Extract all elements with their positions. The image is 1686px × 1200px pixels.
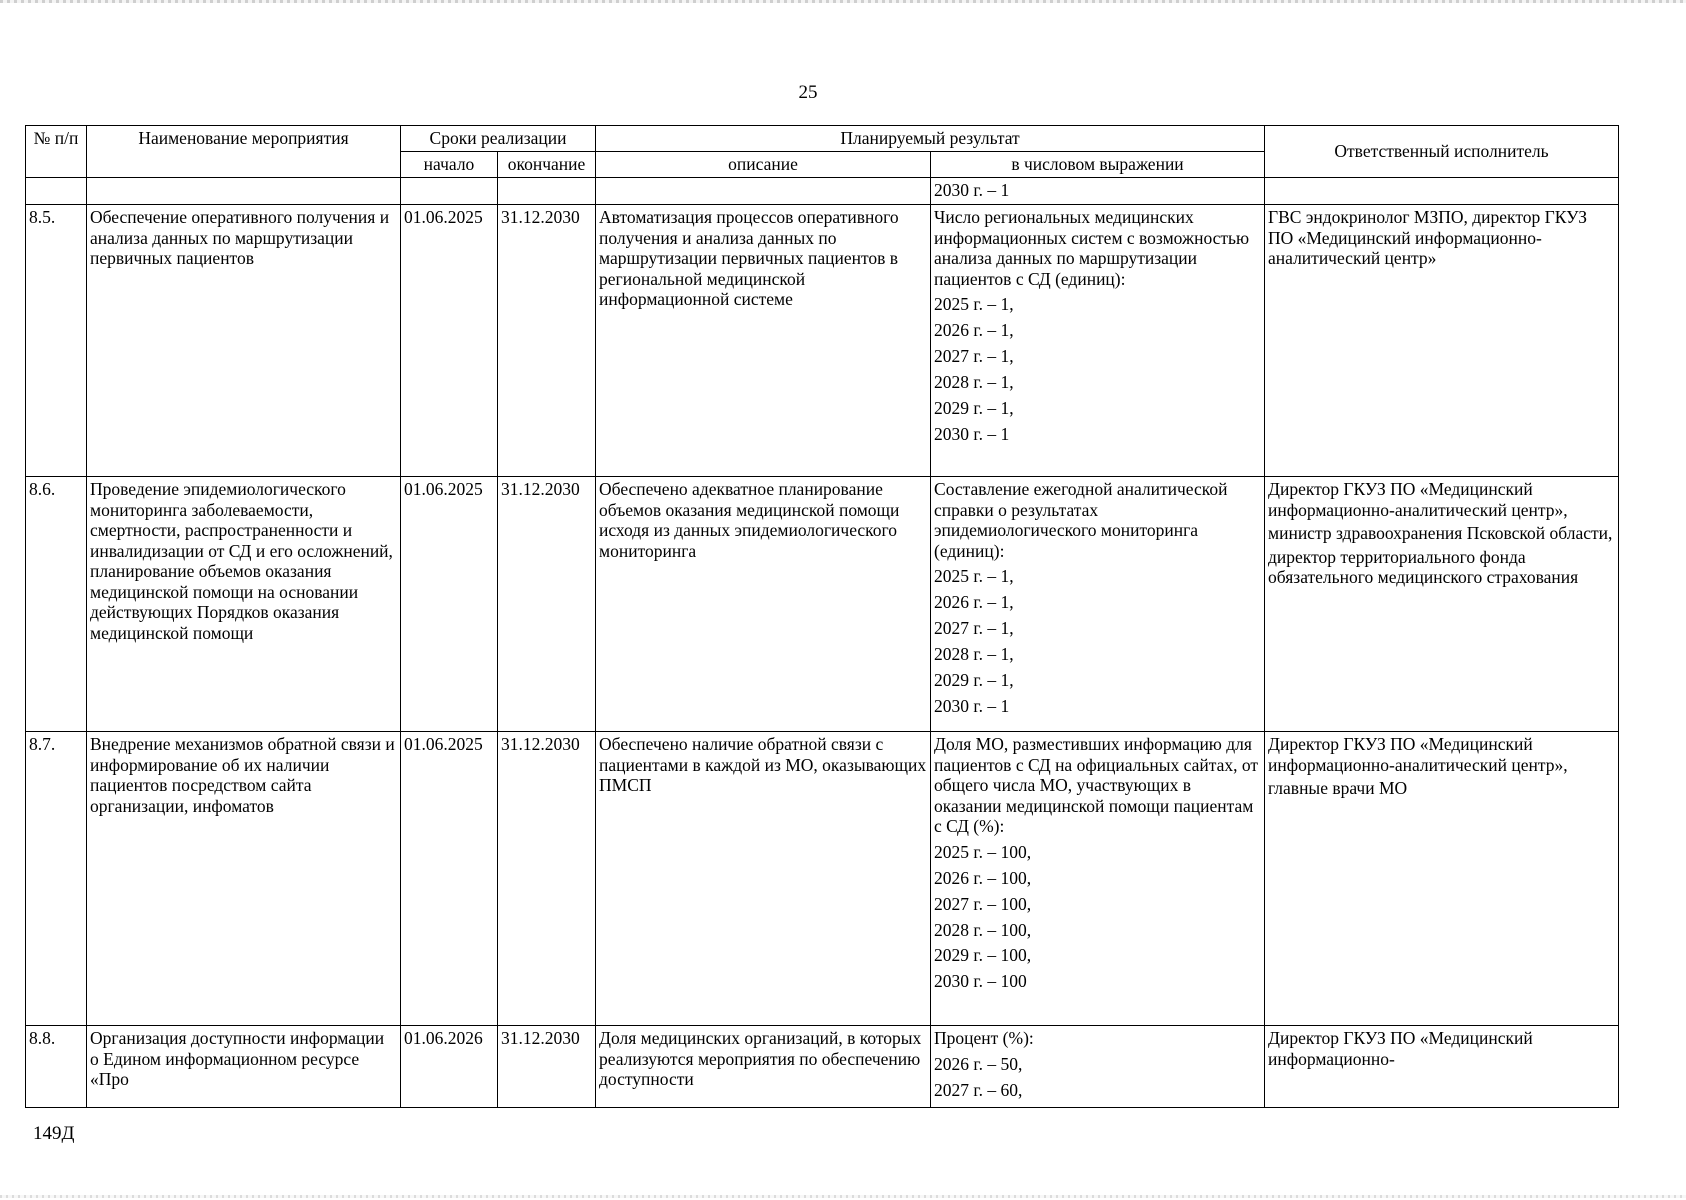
cell-description: Автоматизация процессов оперативного получения и анализа данных по маршрутизации первичных пациентов в региональной медицинской информационной системе [596,205,931,477]
cell-num: 8.5. [26,205,87,477]
year-value: 2027 г. – 1, [934,618,1014,639]
cell-responsible [1265,732,1619,1026]
continuation-row [26,178,1619,205]
table-row [26,1026,1619,1108]
responsible-entry: директор территориального фонда обязательного медицинского страхования [1268,546,1579,587]
responsible-entry: ГВС эндокринолог МЗПО, директор ГКУЗ ПО «Медицинский информационно-аналитический центр» [1268,207,1587,268]
year-value: 2029 г. – 1, [934,397,1014,418]
responsible-entry: Директор ГКУЗ ПО «Медицинский информационно-аналитический центр», [1268,734,1568,775]
responsible-entry: Директор ГКУЗ ПО «Медицинский информационно- [1268,1028,1533,1069]
numeric-text: Составление ежегодной аналитической справки о результатах эпидемиологического мониторинга (единиц): [934,479,1228,561]
numeric-text: Доля МО, разместивших информацию для пациентов с СД на официальных сайтах, от общего числа МО, участвующих в оказании медицинской помощи пациентам с СД (%): [934,734,1259,836]
cell-description: Обеспечено наличие обратной связи с пациентами в каждой из МО, оказывающих ПМСП [596,732,931,1026]
year-value: 2029 г. – 1, [934,669,1014,690]
cell-numeric: 2030 г. – 1 [931,178,1265,205]
table-row [26,477,1619,732]
header-name: Наименование мероприятия [87,126,401,178]
responsible-entry: министр здравоохранения Псковской области, [1268,523,1613,543]
cell-description: Обеспечено адекватное планирование объемов оказания медицинской помощи исходя из данных эпидемиологического мониторинга [596,477,931,732]
cell-numeric [931,732,1265,1026]
year-value: 2030 г. – 1 [934,695,1010,716]
table-row [26,205,1619,477]
year-value: 2025 г. – 1, [934,566,1014,587]
header-period: Сроки реализации [401,126,596,152]
cell-end: 31.12.2030 [498,732,596,1026]
year-value: 2026 г. – 50, [934,1053,1023,1074]
year-value: 2027 г. – 60, [934,1079,1023,1100]
cell-description: Доля медицинских организаций, в которых реализуются мероприятия по обеспечению доступности [596,1026,931,1108]
header-numeric: в числовом выражении [931,152,1265,178]
cell-numeric [931,477,1265,732]
header-end: окончание [498,152,596,178]
year-value: 2027 г. – 1, [934,346,1014,367]
cell-name: Проведение эпидемиологического мониторинга заболеваемости, смертности, распространенности и инвалидизации от СД и его осложнений, планирование объемов оказания медицинской помощи на основании действующих Порядков оказания медицинской помощи [87,477,401,732]
year-value: 2025 г. – 100, [934,841,1032,862]
scan-edge-bottom [0,1195,1686,1198]
cell-responsible [1265,205,1619,477]
page-number: 25 [798,82,818,103]
footer-code: 149Д [33,1123,75,1144]
year-value: 2030 г. – 100 [934,971,1027,992]
cell-end: 31.12.2030 [498,205,596,477]
header-result: Планируемый результат [596,126,1265,152]
year-value: 2028 г. – 100, [934,919,1032,940]
responsible-entry: Директор ГКУЗ ПО «Медицинский информационно-аналитический центр», [1268,479,1568,520]
year-value: 2030 г. – 1 [934,423,1010,444]
cell-end: 31.12.2030 [498,477,596,732]
numeric-text: Число региональных медицинских информационных систем с возможностью анализа данных по маршрутизации пациентов с СД (единиц): [934,207,1250,289]
scan-edge-top [0,0,1686,3]
cell-start: 01.06.2025 [401,477,498,732]
header-num: № п/п [26,126,87,178]
cell-start: 01.06.2025 [401,205,498,477]
year-value: 2026 г. – 1, [934,320,1014,341]
table-row [26,732,1619,1026]
cell-num: 8.6. [26,477,87,732]
cell-name: Внедрение механизмов обратной связи и информирование об их наличии пациентов посредством сайта организации, инфоматов [87,732,401,1026]
cell-responsible [1265,1026,1619,1108]
header-start: начало [401,152,498,178]
header-responsible: Ответственный исполнитель [1265,126,1619,178]
responsible-entry: главные врачи МО [1268,778,1408,798]
year-value: 2028 г. – 1, [934,644,1014,665]
year-value: 2026 г. – 1, [934,592,1014,613]
year-value: 2026 г. – 100, [934,867,1032,888]
cell-responsible [1265,477,1619,732]
cell-num: 8.8. [26,1026,87,1108]
year-value: 2027 г. – 100, [934,893,1032,914]
cell-numeric [931,205,1265,477]
year-value: 2025 г. – 1, [934,294,1014,315]
numeric-text: Процент (%): [934,1028,1034,1048]
cell-name: Обеспечение оперативного получения и анализа данных по маршрутизации первичных пациентов [87,205,401,477]
cell-name: Организация доступности информации о Едином информационном ресурсе «Про [87,1026,401,1108]
cell-num: 8.7. [26,732,87,1026]
header-description: описание [596,152,931,178]
activities-table [25,125,1619,1108]
cell-end: 31.12.2030 [498,1026,596,1108]
cell-start: 01.06.2026 [401,1026,498,1108]
year-value: 2028 г. – 1, [934,372,1014,393]
cell-numeric [931,1026,1265,1108]
year-value: 2029 г. – 100, [934,945,1032,966]
cell-start: 01.06.2025 [401,732,498,1026]
